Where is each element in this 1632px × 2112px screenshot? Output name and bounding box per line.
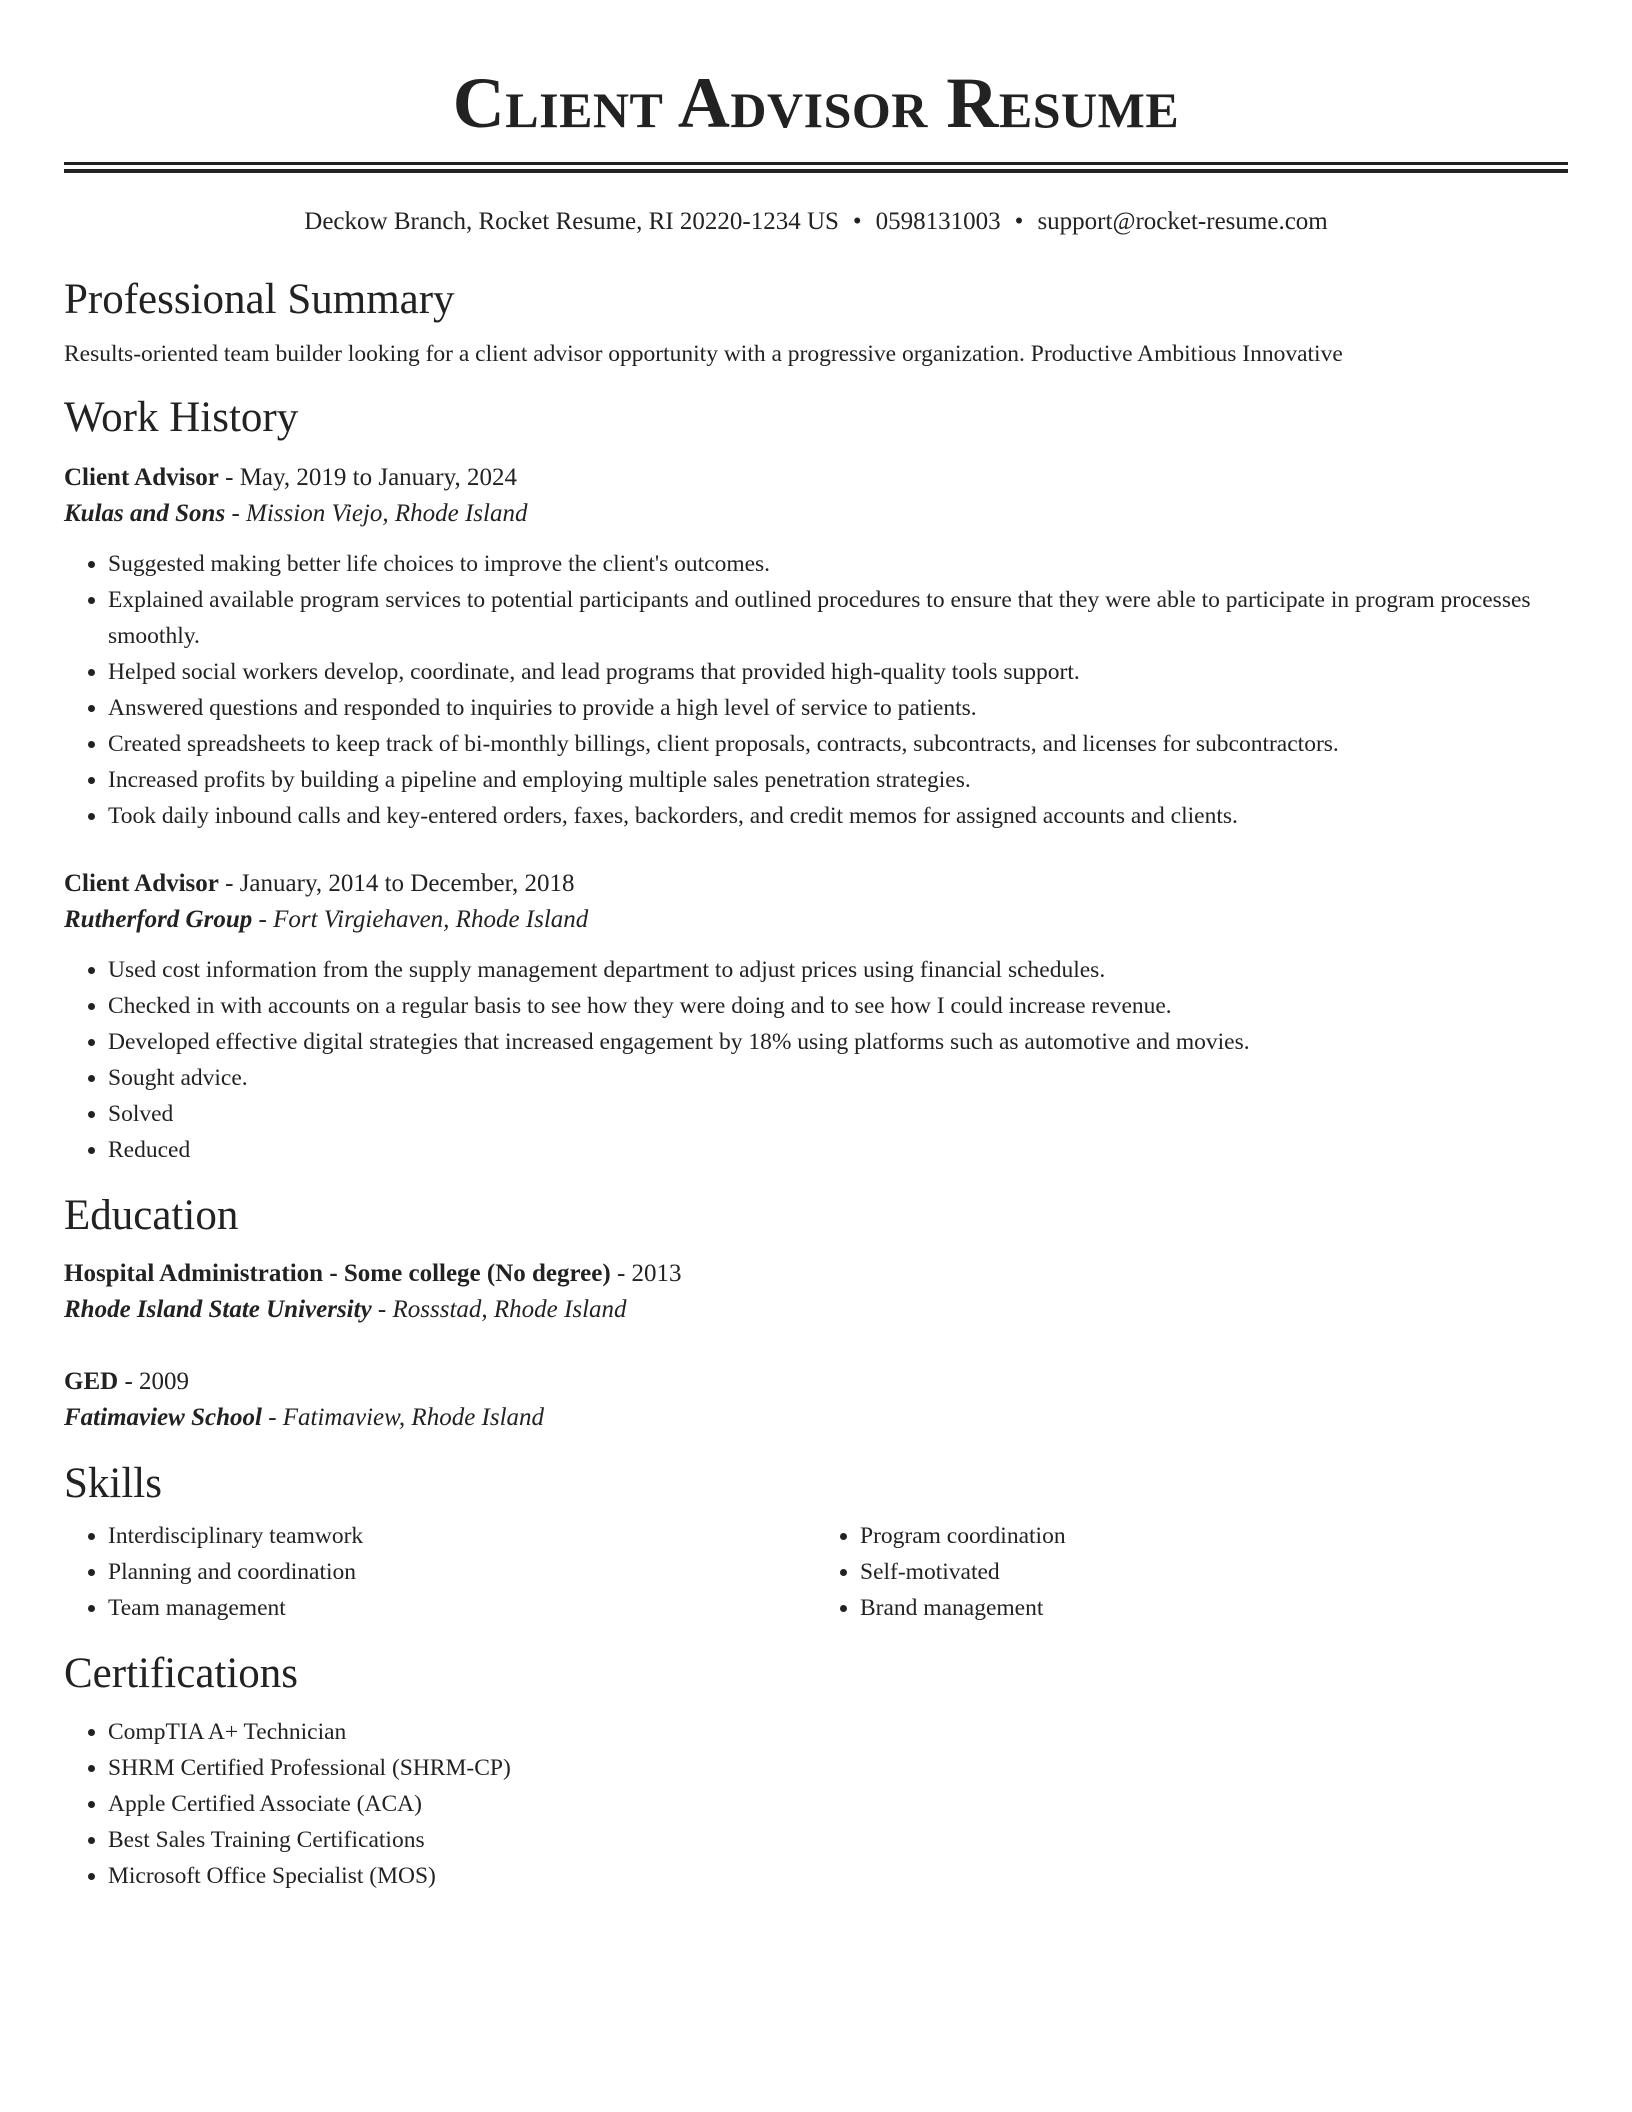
education-heading: Education	[64, 1192, 239, 1239]
education-school-line	[64, 1292, 1568, 1328]
contact-address: Deckow Branch, Rocket Resume, RI 20220-1234 US	[304, 208, 839, 235]
education-year: - 2009	[118, 1368, 190, 1395]
list-item: • Best Sales Training Certifications	[108, 1822, 1568, 1858]
list-item: • Reduced	[108, 1132, 1568, 1168]
job-dates: - January, 2014 to December, 2018	[218, 870, 575, 897]
education-entry	[64, 1364, 1568, 1436]
job-company: Rutherford Group	[64, 906, 253, 933]
summary-text: Results-oriented team builder looking for a client advisor opportunity with a progressive organization. Productive Ambitious Innovative	[64, 341, 1343, 367]
list-item: • Team management	[108, 1590, 816, 1626]
list-item: • Solved	[108, 1096, 1568, 1132]
list-item: • Explained available program services to potential participants and outlined procedures to ensure that they were able to participate in program processes smoothly.	[108, 582, 1568, 654]
list-item: • Took daily inbound calls and key-entered orders, faxes, backorders, and credit memos for assigned accounts and clients.	[108, 798, 1568, 834]
education-location: - Rossstad, Rhode Island	[371, 1296, 627, 1323]
education-degree: Hospital Administration - Some college (No degree)	[64, 1260, 611, 1287]
summary-heading: Professional Summary	[64, 276, 455, 323]
contact-phone: 0598131003	[875, 208, 1001, 235]
list-item: • Helped social workers develop, coordinate, and lead programs that provided high-quality tools support.	[108, 654, 1568, 690]
education-degree: GED	[64, 1368, 119, 1395]
job-dates: - May, 2019 to January, 2024	[218, 464, 517, 491]
skills-left-list	[64, 1518, 816, 1626]
job-title-line	[64, 866, 1568, 902]
job-company-line	[64, 496, 1568, 532]
list-item: • Increased profits by building a pipeline and employing multiple sales penetration strategies.	[108, 762, 1568, 798]
job-company: Kulas and Sons	[64, 500, 226, 527]
list-item: • Program coordination	[860, 1518, 1568, 1554]
list-item: • Apple Certified Associate (ACA)	[108, 1786, 1568, 1822]
job-title: Client Advisor	[64, 870, 219, 897]
job-bullets	[64, 546, 1568, 834]
education-degree-line	[64, 1256, 1568, 1292]
education-school-line	[64, 1400, 1568, 1436]
education-degree-line	[64, 1364, 1568, 1400]
job-entry	[64, 460, 1568, 834]
list-item: • Self-motivated	[860, 1554, 1568, 1590]
education-location: - Fatimaview, Rhode Island	[261, 1404, 545, 1431]
job-title: Client Advisor	[64, 464, 219, 491]
list-item: • Interdisciplinary teamwork	[108, 1518, 816, 1554]
list-item: • Created spreadsheets to keep track of bi-monthly billings, client proposals, contracts, subcontracts, and licenses for subcontractors.	[108, 726, 1568, 762]
title-divider	[64, 162, 1568, 173]
education-entry	[64, 1256, 1568, 1328]
job-entry	[64, 866, 1568, 1168]
list-item: • Answered questions and responded to inquiries to provide a high level of service to patients.	[108, 690, 1568, 726]
resume-title: Client Advisor Resume	[452, 63, 1180, 143]
education-school: Fatimaview School	[64, 1404, 262, 1431]
list-item: • Planning and coordination	[108, 1554, 816, 1590]
list-item: • Used cost information from the supply management department to adjust prices using financial schedules.	[108, 952, 1568, 988]
job-title-line	[64, 460, 1568, 496]
list-item: • Suggested making better life choices to improve the client's outcomes.	[108, 546, 1568, 582]
contact-separator: •	[852, 208, 862, 235]
resume-page	[64, 0, 1568, 1894]
job-company-line	[64, 902, 1568, 938]
job-location: - Mission Viejo, Rhode Island	[225, 500, 528, 527]
list-item: • Sought advice.	[108, 1060, 1568, 1096]
certifications-list	[64, 1714, 1568, 1894]
skills-right-list	[816, 1518, 1568, 1626]
list-item: • Developed effective digital strategies that increased engagement by 18% using platforms such as automotive and movies.	[108, 1024, 1568, 1060]
contact-line	[64, 206, 1568, 238]
list-item: • Brand management	[860, 1590, 1568, 1626]
contact-email: support@rocket-resume.com	[1037, 208, 1328, 235]
list-item: • Microsoft Office Specialist (MOS)	[108, 1858, 1568, 1894]
education-year: - 2013	[610, 1260, 682, 1287]
skills-grid	[64, 1518, 1568, 1626]
certifications-heading: Certifications	[64, 1650, 299, 1697]
education-school: Rhode Island State University	[64, 1296, 372, 1323]
list-item: • CompTIA A+ Technician	[108, 1714, 1568, 1750]
list-item: • SHRM Certified Professional (SHRM-CP)	[108, 1750, 1568, 1786]
list-item: • Checked in with accounts on a regular basis to see how they were doing and to see how I could increase revenue.	[108, 988, 1568, 1024]
job-location: - Fort Virgiehaven, Rhode Island	[252, 906, 589, 933]
contact-separator: •	[1014, 208, 1024, 235]
work-history-heading: Work History	[64, 394, 299, 441]
job-bullets	[64, 952, 1568, 1168]
skills-heading: Skills	[64, 1460, 162, 1507]
